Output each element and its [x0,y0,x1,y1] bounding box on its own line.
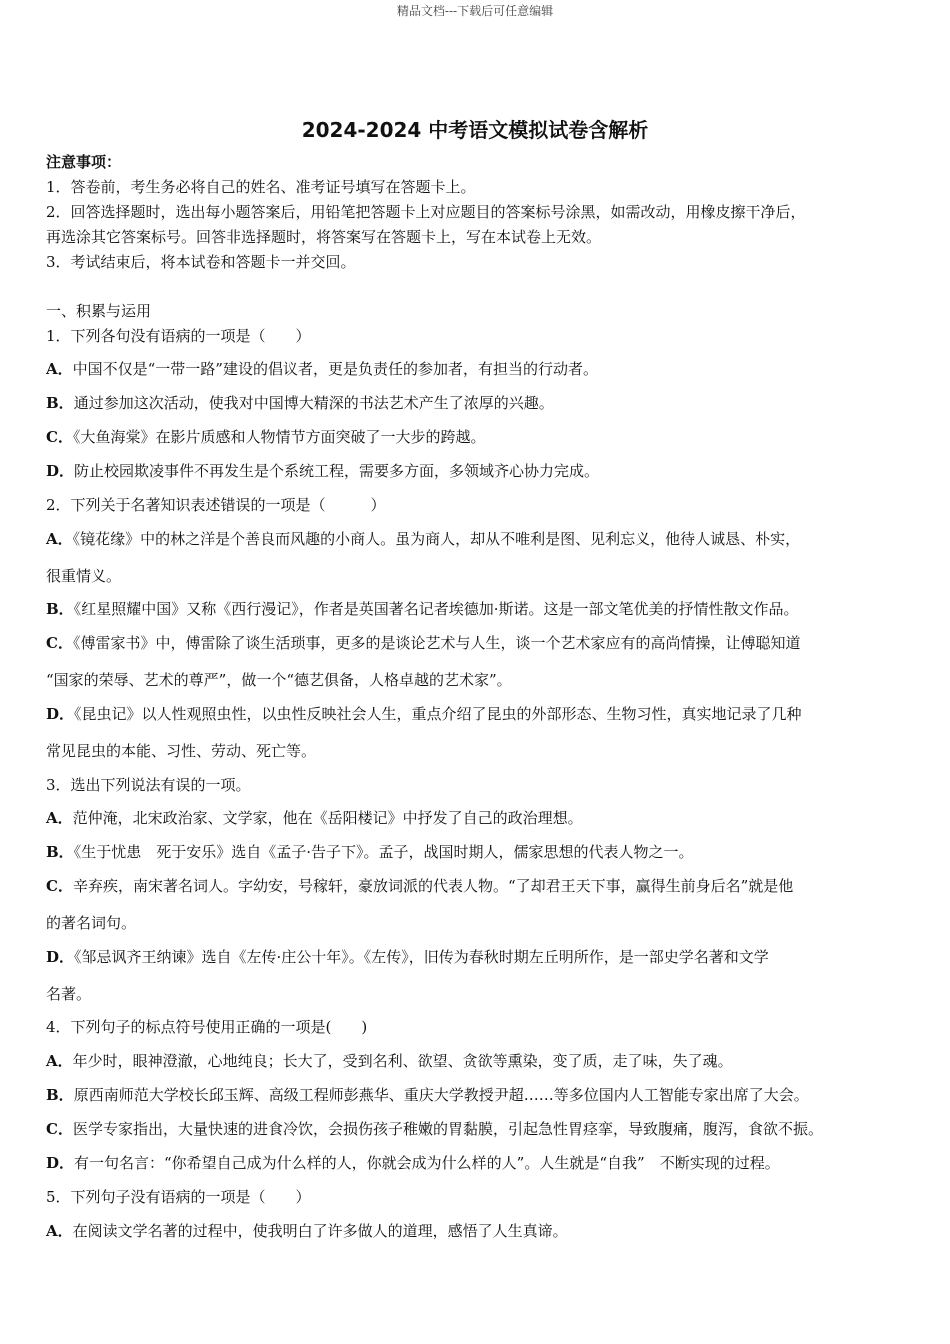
option-text: 《傅雷家书》中，傅雷除了谈生活琐事，更多的是谈论艺术与人生，谈一个艺术家应有的高尚情操，让傅聪知道 [72,634,801,652]
option-line [46,529,800,549]
section-heading: 一、积累与运用 [46,302,152,320]
option-label: D． [46,462,75,480]
question-stem: 1．下列各句没有语病的一项是（ ） [46,327,311,345]
option-line [46,1119,823,1139]
option-label: B． [46,600,74,618]
option-continuation: “国家的荣辱、艺术的尊严”，做一个“德艺俱备，人格卓越的艺术家”。 [46,671,512,689]
notice-heading: 注意事项： [46,153,122,171]
option-text: 《红星照耀中国》又称《西行漫记》，作者是英国著名记者埃德加·斯诺。这是一部文笔优美的抒情性散文作品。 [73,600,799,618]
option-label: A． [46,1222,73,1240]
option-text: 《大鱼海棠》在影片质感和人物情节方面突破了一大步的跨越。 [72,428,486,446]
option-line [46,842,693,862]
option-label: A． [46,360,73,378]
option-continuation: 的著名词句。 [46,914,137,932]
page-header-note: 精品文档---下载后可任意编辑 [396,4,554,18]
option-text: 原西南师范大学校长邱玉辉、高级工程师彭燕华、重庆大学教授尹超……等多位国内人工智能专家出席了大会。 [73,1086,809,1104]
page-title: 2024-2024 中考语文模拟试卷含解析 [301,118,649,142]
notice-item: 1．答卷前，考生务必将自己的姓名、准考证号填写在答题卡上。 [46,178,476,196]
option-text: 通过参加这次活动，使我对中国博大精深的书法艺术产生了浓厚的兴趣。 [73,394,554,412]
option-text: 辛弃疾，南宋著名词人。字幼安，号稼轩，豪放词派的代表人物。“了却君王天下事，赢得生前身后名”就是他 [72,877,794,895]
question-stem: 2．下列关于名著知识表述错误的一项是（ ） [46,496,386,514]
option-text: 《镜花缘》中的林之洋是个善良而风趣的小商人。虽为商人，却从不唯利是图、见利忘义，他待人诚恳、朴实， [72,530,801,548]
option-label: B． [46,394,74,412]
option-label: C． [46,634,73,652]
option-label: B． [46,1086,74,1104]
option-line [46,461,599,481]
option-label: D． [46,705,75,723]
option-continuation: 名著。 [46,985,92,1003]
option-line [46,359,598,379]
option-continuation: 常见昆虫的本能、习性、劳动、死亡等。 [46,742,317,760]
option-label: B． [46,843,74,861]
notice-item: 再选涂其它答案标号。回答非选择题时，将答案写在答题卡上，写在本试卷上无效。 [46,228,602,246]
option-line [46,1153,780,1173]
option-line [46,393,554,413]
option-label: A． [46,530,73,548]
question-stem: 4．下列句子的标点符号使用正确的一项是( ) [46,1018,368,1036]
option-line [46,427,485,447]
option-label: D． [46,948,75,966]
option-text: 医学专家指出，大量快速的进食冷饮，会损伤孩子稚嫩的胃黏膜，引起急性胃痉挛，导致腹痛，腹泻，食欲不振。 [72,1120,823,1138]
option-line [46,1051,733,1071]
option-text: 有一句名言：“你希望自己成为什么样的人，你就会成为什么样的人”。人生就是“自我” 不断实现的过程。 [74,1154,780,1172]
notice-item: 2．回答选择题时，选出每小题答案后，用铅笔把答题卡上对应题目的答案标号涂黑，如需改动，用橡皮擦干净后， [46,203,806,221]
option-label: C． [46,877,73,895]
option-line [46,947,769,967]
option-line [46,808,583,828]
option-continuation: 很重情义。 [46,567,122,585]
notice-item: 3．考试结束后，将本试卷和答题卡一并交回。 [46,253,356,271]
option-line [46,1221,568,1241]
option-label: D． [46,1154,75,1172]
option-label: A． [46,809,73,827]
option-text: 《邹忌讽齐王纳谏》选自《左传·庄公十年》。《左传》，旧传为春秋时期左丘明所作，是一部史学名著和文学 [74,948,769,966]
option-line [46,633,800,653]
option-line [46,1085,809,1105]
option-line [46,876,793,896]
option-text: 年少时，眼神澄澈，心地纯良；长大了，受到名利、欲望、贪欲等熏染，变了质，走了味，失了魂。 [72,1052,733,1070]
option-text: 《昆虫记》以人性观照虫性，以虫性反映社会人生，重点介绍了昆虫的外部形态、生物习性，真实地记录了几种 [74,705,802,723]
option-text: 范仲淹，北宋政治家、文学家，他在《岳阳楼记》中抒发了自己的政治理想。 [72,809,583,827]
option-text: 在阅读文学名著的过程中，使我明白了许多做人的道理，感悟了人生真谛。 [72,1222,568,1240]
option-label: C． [46,428,73,446]
option-label: C． [46,1120,73,1138]
option-label: A． [46,1052,73,1070]
option-text: 防止校园欺凌事件不再发生是个系统工程，需要多方面，多领域齐心协力完成。 [74,462,600,480]
question-stem: 5．下列句子没有语病的一项是（ ） [46,1188,311,1206]
option-line [46,704,802,724]
option-text: 中国不仅是“一带一路”建设的倡议者，更是负责任的参加者，有担当的行动者。 [72,360,598,378]
question-stem: 3．选出下列说法有误的一项。 [46,776,251,794]
option-line [46,599,798,619]
option-text: 《生于忧患 死于安乐》选自《孟子·告子下》。孟子，战国时期人，儒家思想的代表人物之一。 [73,843,694,861]
